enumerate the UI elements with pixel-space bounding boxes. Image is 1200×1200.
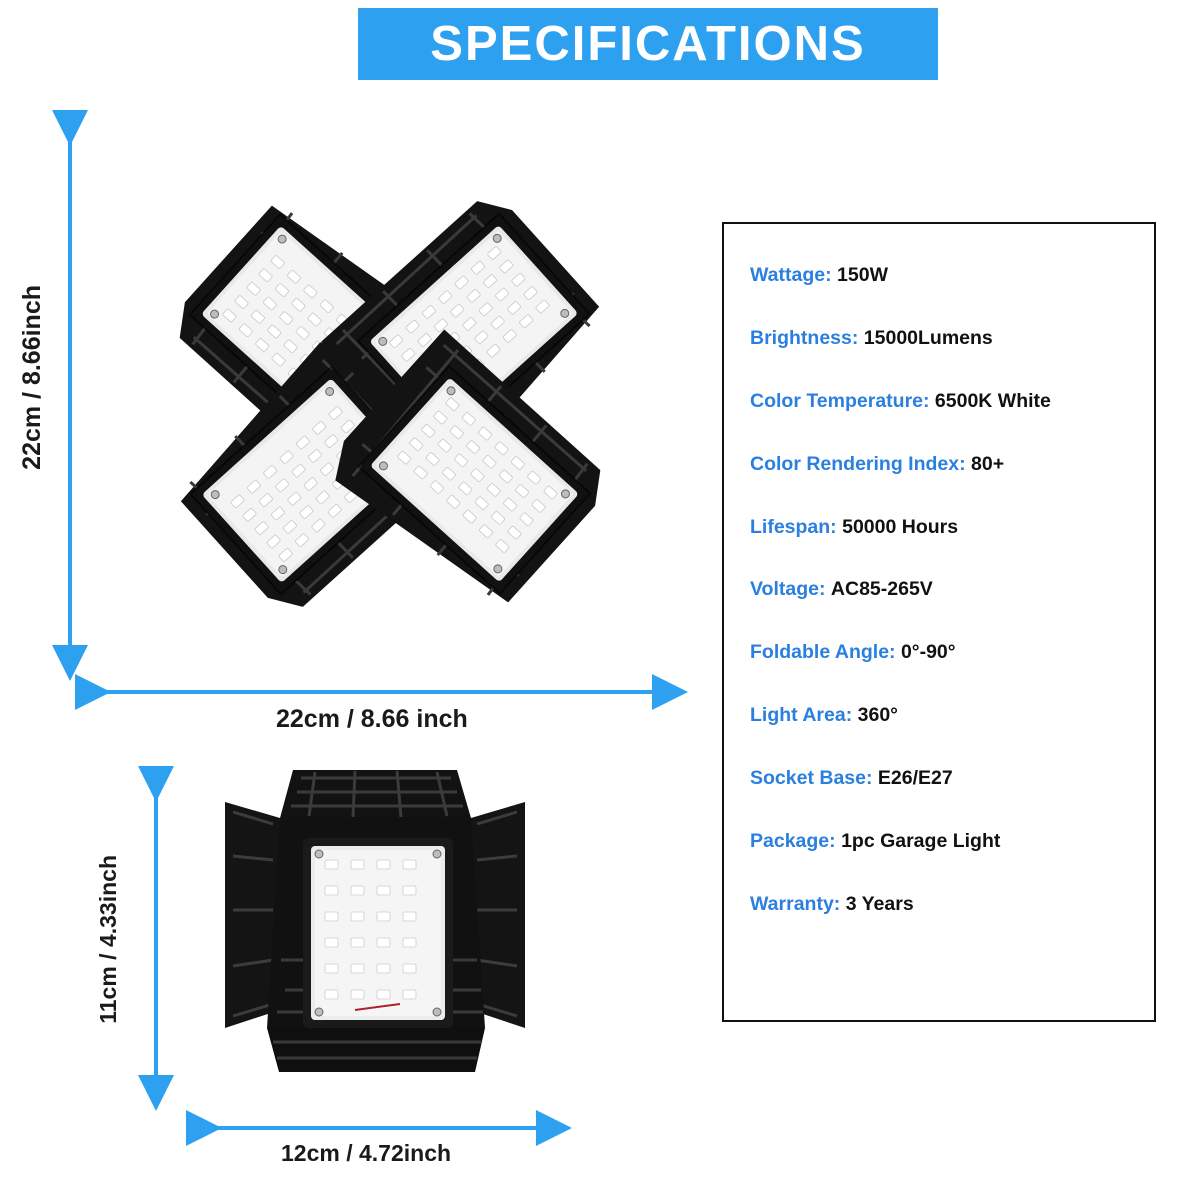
spec-row (750, 767, 1154, 790)
spec-key: Voltage: (750, 578, 826, 601)
spec-key: Package: (750, 830, 836, 853)
side-base (267, 1028, 485, 1072)
spec-value: 150W (837, 264, 888, 286)
spec-key: Brightness: (750, 326, 859, 349)
spec-key: Warranty: (750, 892, 841, 915)
spec-value: 3 Years (845, 892, 914, 915)
side-front-panel (303, 838, 453, 1028)
spec-key: Socket Base: (750, 767, 873, 790)
spec-row (750, 830, 1154, 853)
spec-value: E26/E27 (877, 767, 953, 790)
spec-key: Light Area: (750, 704, 853, 727)
spec-key: Foldable Angle: (750, 641, 896, 664)
header-banner (358, 8, 938, 80)
product-side-view-image (185, 760, 565, 1110)
spec-key: Color Temperature: (750, 389, 930, 412)
spec-value: 80+ (971, 452, 1005, 475)
spec-key: Color Rendering Index: (750, 452, 966, 475)
spec-row (750, 516, 1154, 539)
spec-row (750, 453, 1154, 476)
spec-value: 15000Lumens (863, 326, 993, 349)
side-view-height-label: 11cm / 4.33inch (95, 855, 121, 1024)
spec-row (750, 264, 1154, 287)
spec-value: 50000 Hours (842, 515, 959, 538)
side-view-width-label: 12cm / 4.72inch (281, 1140, 452, 1166)
product-top-view-svg (75, 110, 695, 680)
spec-value: 1pc Garage Light (841, 830, 1001, 853)
spec-row (750, 578, 1154, 601)
spec-value: 6500K White (934, 389, 1051, 412)
spec-value: AC85-265V (830, 578, 933, 601)
spec-row (750, 641, 1154, 664)
product-side-view-svg (185, 760, 565, 1110)
top-view-width-label: 22cm / 8.66 inch (276, 705, 468, 733)
specifications-panel (722, 222, 1156, 1022)
spec-value: 0°-90° (900, 641, 956, 664)
spec-row (750, 704, 1154, 727)
top-view-height-label: 22cm / 8.66inch (18, 285, 46, 470)
spec-row (750, 893, 1154, 916)
spec-row (750, 327, 1154, 350)
side-top-panel (280, 770, 471, 818)
page-title: SPECIFICATIONS (430, 17, 866, 71)
spec-value: 360° (857, 704, 898, 727)
spec-key: Wattage: (750, 264, 832, 286)
product-top-view-image (75, 110, 695, 680)
spec-key: Lifespan: (750, 515, 837, 538)
spec-row (750, 390, 1154, 413)
